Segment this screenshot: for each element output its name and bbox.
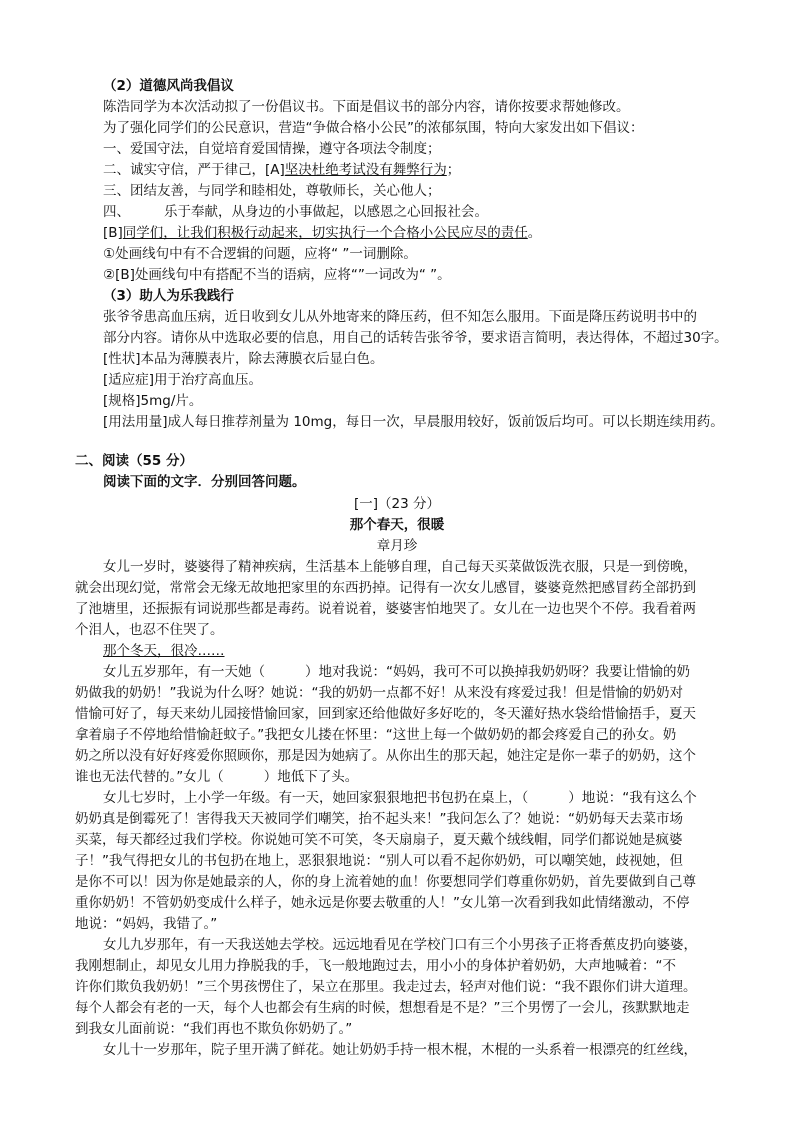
text: ）地低下了头。 xyxy=(263,769,359,785)
proposal-item: 三、团结友善，与同学和睦相处，尊敬师长，关心他人； xyxy=(103,183,441,199)
section-heading-2: （2）道德风尚我倡议 xyxy=(103,78,234,94)
paragraph-line: 奶做我的奶奶！”我说为什么呀？她说：“我的奶奶一点都不好！从来没有疼爱过我！但是惜愉的奶奶对 xyxy=(75,685,683,701)
drug-property: [适应症]用于治疗高血压。 xyxy=(103,372,263,388)
underlined-sentence-b: 同学们，让我们积极行动起来，切实执行一个合格小公民应尽的责任 xyxy=(122,225,528,241)
paragraph-line: 我刚想制止，却见女儿用力挣脱我的手，飞一般地跑过去，用小小的身体护着奶奶，大声地喊着：“不 xyxy=(75,958,676,974)
proposal-item-text: 乐于奉献，从身边的小事做起，以感恩之心回报社会。 xyxy=(164,204,488,220)
paragraph-line: 个泪人，也忍不住哭了。 xyxy=(75,622,224,638)
text: 女儿五岁那年，有一天她（ xyxy=(103,664,265,680)
paragraph-line: 每个人都会有老的一天，每个人也都会有生病的时候，想想看是不是？”三个男愣了一会儿，孩默默地走 xyxy=(75,1000,690,1016)
paragraph-line: 到我女儿面前说：“我们再也不欺负你奶奶了。” xyxy=(75,1021,353,1037)
drug-property: [用法用量]成人每日推荐剂量为 10mg，每日一次，早晨服用较好，饭前饭后均可。可以长期连续用药。 xyxy=(103,414,724,430)
paragraph-line: 奶之所以没有好好疼爱你照顾你，那是因为她病了。从你出生的那天起，她注定是你一辈子的奶奶，这个 xyxy=(75,748,696,764)
paragraph-line: 是你不可以！因为你是她最亲的人，你的身上流着她的血！你要想同学们尊重你奶奶，首先要做到自己尊 xyxy=(75,874,696,890)
paragraph-line: 奶奶真是倒霉死了！害得我天天被同学们嘲笑，抬不起头来！”我问怎么了？她说：“奶奶每天去菜市场 xyxy=(75,811,683,827)
paragraph-line: 女儿十一岁那年，院子里开满了鲜花。她让奶奶手持一根木棍，木棍的一头系着一根漂亮的红丝线， xyxy=(103,1042,697,1058)
section-heading-3: （3）助人为乐我践行 xyxy=(103,288,234,304)
article-author: 章月珍 xyxy=(376,538,418,554)
article-title: 那个春天，很暖 xyxy=(349,517,445,533)
drug-property: [性状]本品为薄膜表片，除去薄膜衣后显白色。 xyxy=(103,351,384,367)
paragraph-line: 就会出现幻觉，常常会无缘无故地把家里的东西扔掉。记得有一次女儿感冒，婆婆竟然把感冒药全部扔到 xyxy=(75,580,696,596)
text: 女儿七岁时，上小学一年级。有一天，她回家狠狠地把书包扔在桌上，（ xyxy=(103,790,529,806)
paragraph-line: 许你们欺负我奶奶！”三个男孩愣住了，呆立在那里。我走过去，轻声对他们说：“我不跟你们讲大道理。 xyxy=(75,979,697,995)
drug-property: [规格]5mg/片。 xyxy=(103,393,203,409)
question: ②[B]处画线句中有搭配不当的语病，应将“”一词改为“ ”。 xyxy=(103,267,451,283)
paragraph: 张爷爷患高血压病，近日收到女儿从外地寄来的降压药，但不知怎么服用。下面是降压药说明书中的 xyxy=(103,309,697,325)
paragraph-line xyxy=(75,767,358,787)
paragraph-line: 惜愉可好了，每天来幼儿园接惜愉回家，回到家还给他做好多好吃的，冬天灌好热水袋给惜愉捂手，夏天 xyxy=(75,706,696,722)
proposal-item-text: [B] xyxy=(103,225,123,241)
text: ）地对我说：“妈妈，我可不可以换掉我奶奶呀？我要让惜愉的奶 xyxy=(305,664,690,680)
proposal-item xyxy=(103,223,541,243)
part-label: [一]（23 分） xyxy=(353,496,440,512)
paragraph-line: 女儿九岁那年，有一天我送她去学校。远远地看见在学校门口有三个小男孩子正将香蕉皮扔向婆婆， xyxy=(103,937,697,953)
paragraph-line: 子！”我气得把女儿的书包扔在地上，恶狠狠地说：“别人可以看不起你奶奶，可以嘲笑她，歧视她，但 xyxy=(75,853,683,869)
paragraph-line xyxy=(103,662,690,682)
proposal-item xyxy=(103,202,488,222)
section-heading-reading: 二、阅读（55 分） xyxy=(75,453,193,469)
proposal-item-text: 二、诚实守信，严于律己，[A] xyxy=(103,162,285,178)
underlined-sentence-a: 坚决杜绝考试没有舞弊行为 xyxy=(284,162,447,178)
paragraph: 为了强化同学们的公民意识，营造“争做合格小公民”的浓郁氛围，特向大家发出如下倡议： xyxy=(103,120,644,136)
paragraph-line: 买菜，每天都经过我们学校。你说她可笑不可笑，冬天扇扇子，夏天戴个绒线帽，同学们都说她是疯婆 xyxy=(75,832,683,848)
text: 谁也无法代替的。”女儿（ xyxy=(75,769,224,785)
punctuation: ； xyxy=(446,162,461,178)
paragraph-line: 女儿一岁时，婆婆得了精神疾病，生活基本上能够自理，自己每天买菜做饭洗衣服，只是一到傍晚， xyxy=(103,559,697,575)
proposal-item: 一、爱国守法，自觉培育爱国情操，遵守各项法令制度； xyxy=(103,141,441,157)
paragraph-line: 了池塘里，还振振有词说那些都是毒药。说着说着，婆婆害怕地哭了。女儿在一边也哭个不停。我看着两 xyxy=(75,601,696,617)
punctuation: 。 xyxy=(527,225,542,241)
paragraph-line: 拿着扇子不停地给惜愉赶蚊子。”我把女儿搂在怀里：“这世上每一个做奶奶的都会疼爱自己的孙女。奶 xyxy=(75,727,677,743)
question: ①处画线句中有不合逻辑的问题，应将“ ”一词删除。 xyxy=(103,246,417,262)
proposal-item xyxy=(103,160,460,180)
underlined-paragraph: 那个冬天，很冷…… xyxy=(103,643,225,659)
paragraph-line: 地说：“妈妈，我错了。” xyxy=(75,916,218,932)
paragraph: 部分内容。请你从中选取必要的信息，用自己的话转告张爷爷，要求语言简明，表达得体，不超过30字。 xyxy=(103,330,728,346)
paragraph: 陈浩同学为本次活动拟了一份倡议书。下面是倡议书的部分内容，请你按要求帮她修改。 xyxy=(103,99,630,115)
text: ）地说：“我有这么个 xyxy=(568,790,697,806)
paragraph-line: 重你奶奶！不管奶奶变成什么样子，她永远是你要去敬重的人！”女儿第一次看到我如此情绪激动，不停 xyxy=(75,895,690,911)
reading-instruction: 阅读下面的文字．分别回答问题。 xyxy=(103,474,306,490)
proposal-item-number: 四、 xyxy=(103,204,130,220)
paragraph-line xyxy=(103,788,697,808)
